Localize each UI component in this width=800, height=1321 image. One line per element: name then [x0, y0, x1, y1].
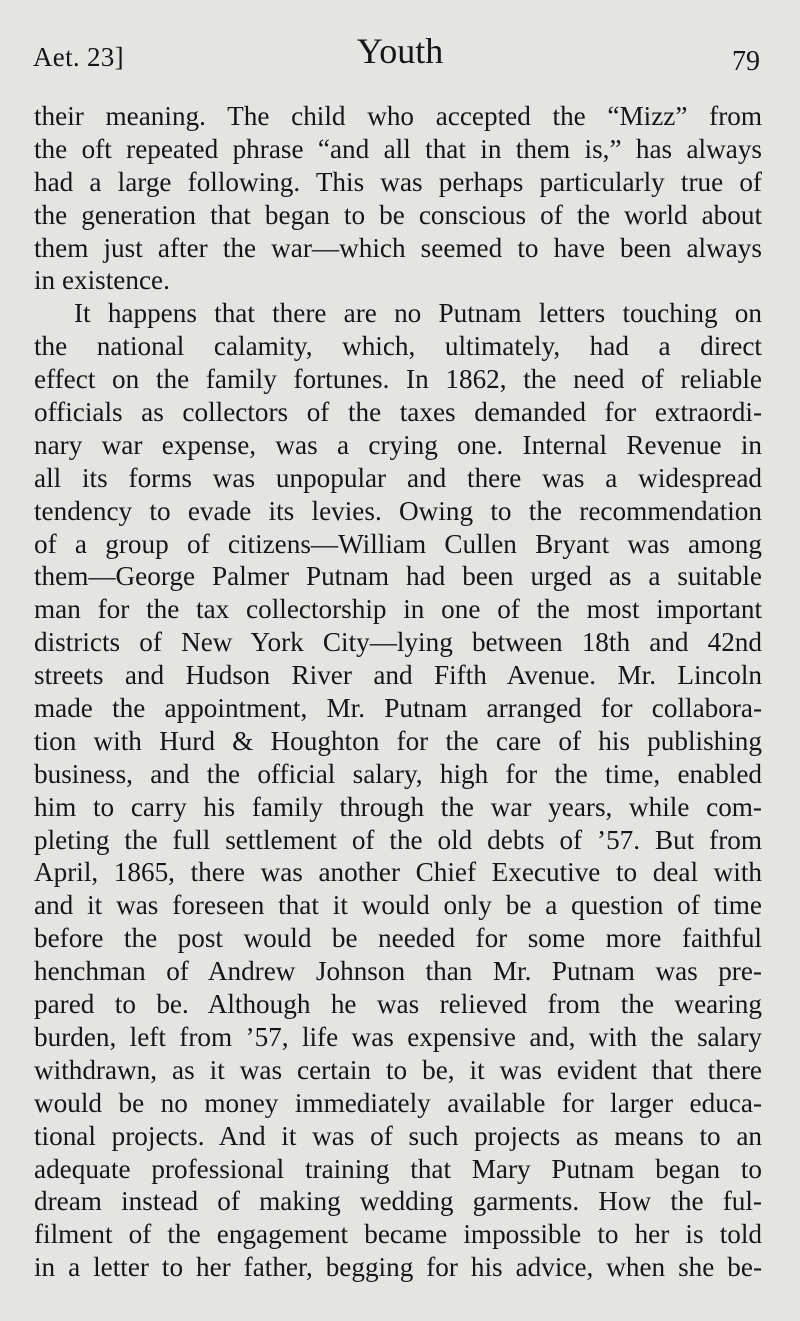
text-line: had a large following. This was perhaps particularly true of	[34, 166, 762, 197]
text-line: filment of the engagement became impossible to her is told	[34, 1219, 762, 1250]
chapter-title: Youth	[356, 31, 444, 71]
paragraph-1	[34, 100, 762, 297]
text-line: streets and Hudson River and Fifth Avenue. Mr. Lincoln	[34, 660, 762, 691]
text-line: business, and the official salary, high for the time, enabled	[34, 758, 762, 789]
text-line: pleting the full settlement of the old debts of ’57. But from	[34, 824, 762, 855]
text-line: made the appointment, Mr. Putnam arranged for collabora-	[34, 693, 762, 724]
text-line: the national calamity, which, ultimately, had a direct	[34, 331, 762, 362]
text-line: officials as collectors of the taxes demanded for extraordi-	[34, 397, 762, 428]
header-age-note: Aet. 23]	[33, 42, 124, 72]
text-line: burden, left from ’57, life was expensive and, with the salary	[34, 1021, 762, 1052]
text-line: in existence.	[34, 265, 170, 296]
text-line: man for the tax collectorship in one of the most important	[34, 594, 762, 625]
text-line: the generation that began to be conscious of the world about	[34, 199, 762, 230]
text-line: districts of New York City—lying between 18th and 42nd	[34, 627, 762, 658]
text-line: nary war expense, was a crying one. Internal Revenue in	[34, 429, 762, 460]
text-line: tendency to evade its levies. Owing to the recommendation	[34, 495, 762, 526]
text-line: withdrawn, as it was certain to be, it was evident that there	[34, 1054, 762, 1085]
text-line: him to carry his family through the war years, while com-	[34, 791, 762, 822]
page-number: 79	[732, 46, 760, 77]
page-body	[34, 100, 762, 1284]
text-line: them just after the war—which seemed to have been always	[34, 232, 762, 263]
text-line: It happens that there are no Putnam letters touching on	[74, 298, 762, 329]
text-line: effect on the family fortunes. In 1862, the need of reliable	[34, 364, 762, 395]
text-line: pared to be. Although he was relieved from the wearing	[34, 989, 762, 1020]
text-line: them—George Palmer Putnam had been urged as a suitable	[34, 561, 762, 592]
paragraph-2	[34, 297, 762, 1284]
text-line: tion with Hurd & Houghton for the care of his publishing	[34, 725, 762, 756]
text-line: in a letter to her father, begging for his advice, when she be-	[34, 1252, 762, 1283]
text-line: tional projects. And it was of such projects as means to an	[34, 1120, 762, 1151]
text-line: dream instead of making wedding garments. How the ful-	[34, 1186, 762, 1217]
text-line: of a group of citizens—William Cullen Bryant was among	[34, 528, 762, 559]
text-line: adequate professional training that Mary Putnam began to	[34, 1153, 762, 1184]
text-line: would be no money immediately available for larger educa-	[34, 1087, 762, 1118]
text-line: all its forms was unpopular and there was a widespread	[34, 462, 762, 493]
running-header	[0, 30, 800, 80]
text-line: their meaning. The child who accepted the “Mizz” from	[34, 101, 762, 131]
text-line: the oft repeated phrase “and all that in them is,” has always	[34, 133, 762, 164]
text-line: and it was foreseen that it would only be a question of time	[34, 890, 762, 921]
text-line: before the post would be needed for some more faithful	[34, 923, 762, 954]
text-line: henchman of Andrew Johnson than Mr. Putnam was pre-	[34, 956, 762, 987]
text-line: April, 1865, there was another Chief Executive to deal with	[34, 857, 762, 888]
